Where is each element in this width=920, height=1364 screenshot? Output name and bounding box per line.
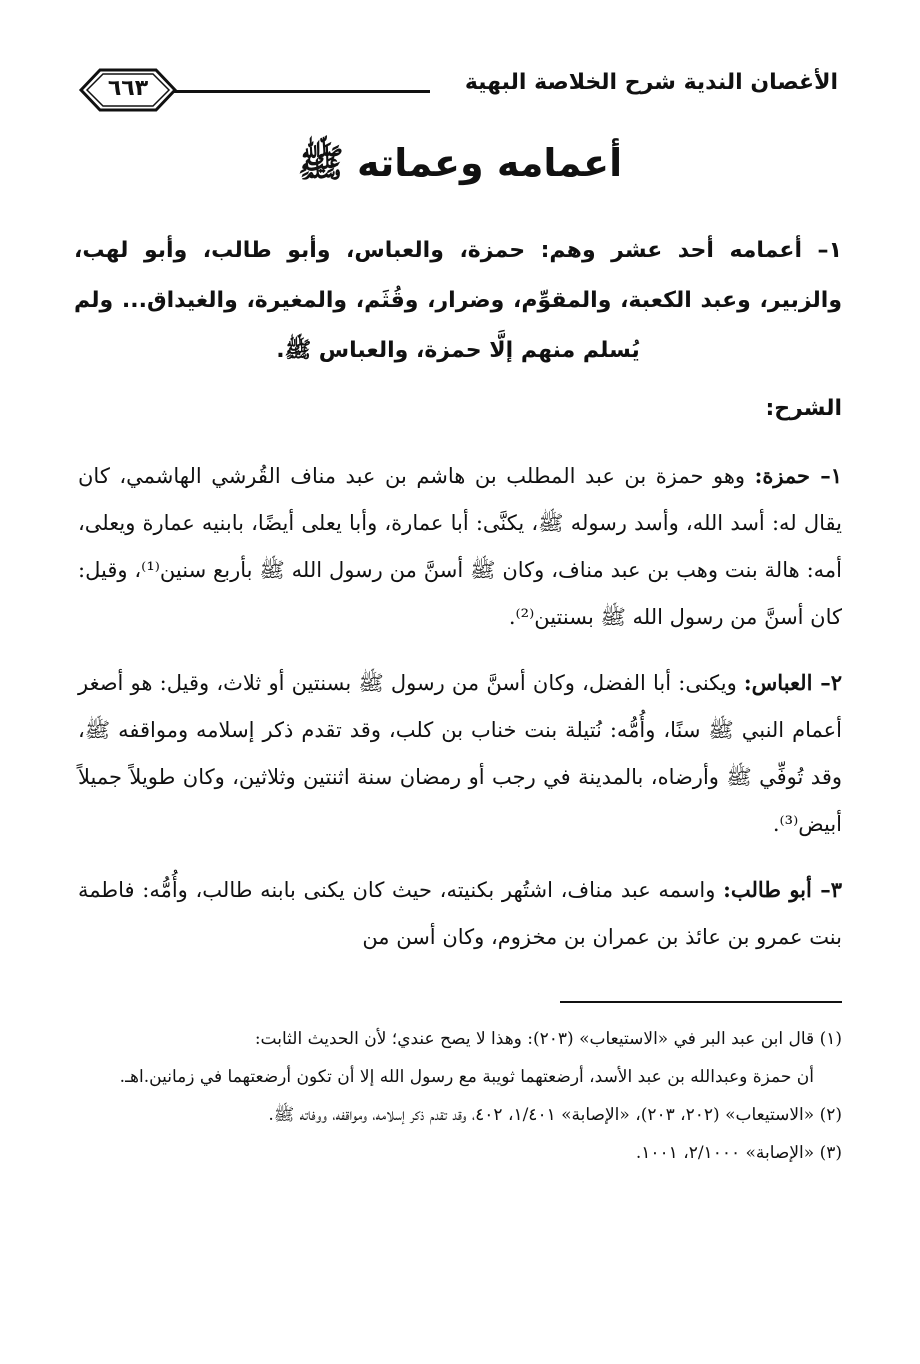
footnote-1: (١) قال ابن عبد البر في «الاستيعاب» (٢٠٣): وهذا لا يصح عندي؛ لأن الحديث الثابت:	[254, 1029, 842, 1049]
footnotes	[78, 1022, 842, 1174]
paragraph-abu-talib	[78, 866, 842, 961]
paragraph-lead: ٣– أبو طالب:	[723, 877, 842, 902]
footnote-separator	[560, 1001, 842, 1003]
running-header	[78, 68, 838, 112]
paragraph-lead: ٢– العباس:	[743, 670, 843, 695]
page-number: ٦٦٣	[107, 76, 149, 101]
footnote-2: (٢) «الاستيعاب» (٢٠٢، ٢٠٣)، «الإصابة» ١/٤٠١، ٤٠٢، وقد تقدم ذكر إسلامه، ومواقفه، ووفاته ﷺ.	[268, 1105, 842, 1125]
commentary-body	[78, 452, 842, 979]
paragraph-text: وهو حمزة بن عبد المطلب بن هاشم بن عبد مناف القُرشي الهاشمي، كان يقال له: أسد الله، وأسد رسوله ﷺ، يكنَّى: أبا عمارة، وأبا يعلى أيضًا، بابنيه عمارة ويعلى، أمه: هالة بنت وهب بن عبد مناف، وكان ﷺ أسنَّ من رسول الله ﷺ بأربع سنين⁽¹⁾، وقيل: كان أسنَّ من رسول الله ﷺ بسنتين⁽²⁾.	[78, 464, 842, 629]
paragraph-hamza	[78, 452, 842, 641]
paragraph-abbas	[78, 659, 842, 848]
section-title: أعمامه وعماته ﷺ	[297, 141, 623, 185]
header-rule	[174, 90, 430, 93]
running-title: الأغصان الندية شرح الخلاصة البهية	[464, 70, 838, 95]
paragraph-text: ويكنى: أبا الفضل، وكان أسنَّ من رسول ﷺ بسنتين أو ثلاث، وقيل: هو أصغر أعمام النبي ﷺ سنًا، وأُمُّه: نُتيلة بنت خناب بن كلب، وقد تقدم ذكر إسلامه ومواقفه ﷺ، وقد تُوفِّي ﷺ وأرضاه، بالمدينة في رجب أو رمضان سنة اثنتين وثلاثين، وكان طويلاً جميلاً أبيض⁽³⁾.	[78, 671, 842, 836]
footnote-1-continuation: أن حمزة وعبدالله بن عبد الأسد، أرضعتهما ثويبة مع رسول الله إلا أن تكون أرضعتهما في زمانين.اهـ.	[119, 1067, 814, 1087]
page-number-frame	[78, 68, 178, 112]
paragraph-lead: ١– حمزة:	[754, 463, 842, 488]
paragraph-text: واسمه عبد مناف، اشتُهر بكنيته، حيث كان يكنى بابنه طالب، وأُمُّه: فاطمة بنت عمرو بن عائذ بن عمران بن مخزوم، وكان أسن من	[78, 878, 842, 949]
sharh-label: الشرح:	[765, 396, 842, 421]
matn-text: ١– أعمامه أحد عشر وهم: حمزة، والعباس، وأبو طالب، وأبو لهب، والزبير، وعبد الكعبة، والمقوِّم، وضرار، وقُثَم، والمغيرة، والغيداق... ولم يُسلم منهم إلَّا حمزة، والعباس ﷺ.	[74, 238, 842, 363]
footnote-3: (٣) «الإصابة» ٢/١٠٠٠، ١٠٠١.	[635, 1143, 842, 1163]
